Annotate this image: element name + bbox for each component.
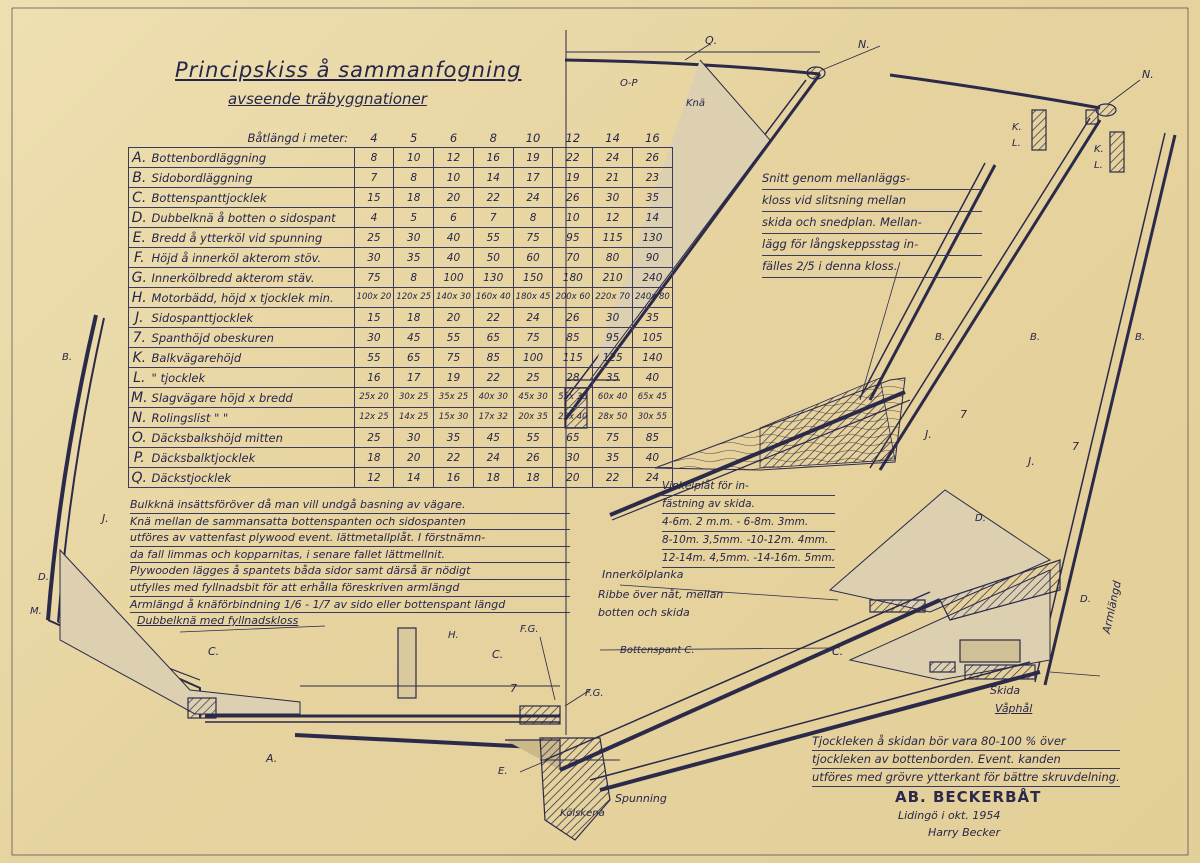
label-k-right: K.: [1094, 144, 1104, 155]
row-value: 10: [434, 168, 474, 188]
row-value: 100: [434, 268, 474, 288]
label-j-right: J.: [1028, 455, 1035, 468]
row-value: 140: [633, 348, 673, 368]
row-label: Sidospanttjocklek: [150, 308, 355, 328]
label-k-mid: K.: [1012, 122, 1022, 133]
row-value: 30: [394, 428, 434, 448]
row-value: 26: [553, 188, 593, 208]
row-value: 115: [593, 228, 633, 248]
row-value: 130: [633, 228, 673, 248]
angle-note-line: 4-6m. 2 m.m. - 6-8m. 3mm.: [662, 514, 835, 532]
row-value: 22: [593, 468, 633, 488]
length-header: 12: [553, 128, 593, 148]
row-value: 8: [354, 148, 394, 168]
row-value: 75: [354, 268, 394, 288]
table-row: [129, 148, 673, 168]
row-value: 18: [394, 308, 434, 328]
row-value: 90: [633, 248, 673, 268]
table-row: [129, 368, 673, 388]
row-value: 22: [473, 368, 513, 388]
row-value: 30: [593, 308, 633, 328]
label-b-mid: B.: [935, 332, 946, 343]
row-label: " tjocklek: [150, 368, 355, 388]
row-value: 14: [633, 208, 673, 228]
row-value: 160x 40: [473, 288, 513, 308]
row-value: 23x 40: [553, 408, 593, 428]
row-value: 18: [513, 468, 553, 488]
row-value: 24: [593, 148, 633, 168]
table-row: [129, 468, 673, 488]
row-value: 55: [513, 428, 553, 448]
section-note-line: Snitt genom mellanläggs-: [762, 168, 982, 190]
row-code: N.: [129, 408, 150, 428]
row-label: Sidobordläggning: [150, 168, 355, 188]
row-value: 28: [553, 368, 593, 388]
row-value: 30: [553, 448, 593, 468]
label-b-right: B.: [1030, 332, 1041, 343]
label-inner-keel-plank: Innerkölplanka: [602, 568, 684, 581]
label-fg-top: F.G.: [520, 624, 539, 635]
row-code: O.: [129, 428, 150, 448]
row-code: D.: [129, 208, 150, 228]
row-label: Slagvägare höjd x bredd: [150, 388, 355, 408]
row-value: 50: [473, 248, 513, 268]
row-label: Bottenspanttjocklek: [150, 188, 355, 208]
row-value: 95: [593, 328, 633, 348]
row-value: 12: [593, 208, 633, 228]
row-value: 180: [553, 268, 593, 288]
row-value: 75: [593, 428, 633, 448]
length-header: 5: [394, 128, 434, 148]
row-value: 25: [513, 368, 553, 388]
row-value: 12x 25: [354, 408, 394, 428]
label-l-right: L.: [1094, 160, 1103, 171]
row-value: 8: [513, 208, 553, 228]
row-value: 150: [513, 268, 553, 288]
signature: Harry Becker: [928, 826, 1001, 839]
row-value: 120x 25: [394, 288, 434, 308]
row-value: 22: [473, 188, 513, 208]
row-label: Höjd å innerköl akterom stöv.: [150, 248, 355, 268]
row-value: 8: [394, 268, 434, 288]
row-value: 35: [633, 188, 673, 208]
row-value: 26: [553, 308, 593, 328]
table-row: [129, 228, 673, 248]
section-note-line: lägg för långskeppsstag in-: [762, 234, 982, 256]
label-j-left: J.: [102, 512, 109, 525]
label-l-mid: L.: [1012, 138, 1021, 149]
row-value: 19: [513, 148, 553, 168]
label-c-right: C.: [832, 645, 844, 658]
table-row: [129, 168, 673, 188]
label-c-center: C.: [492, 648, 504, 661]
label-e: E.: [498, 766, 508, 777]
table-header-row: [129, 128, 673, 148]
row-value: 15: [354, 308, 394, 328]
drawing-subtitle: avseende träbyggnationer: [228, 90, 427, 108]
row-value: 180x 45: [513, 288, 553, 308]
row-value: 35x 25: [434, 388, 474, 408]
row-code: E.: [129, 228, 150, 248]
row-value: 6: [434, 208, 474, 228]
construction-notes: [130, 497, 570, 613]
thickness-note-line: tjockleken av bottenborden. Event. kanden: [812, 751, 1120, 769]
row-value: 14: [394, 468, 434, 488]
section-note-line: fälles 2/5 i denna kloss.: [762, 256, 982, 278]
label-m: M.: [30, 606, 42, 617]
row-value: 220x 70: [593, 288, 633, 308]
row-value: 15x 30: [434, 408, 474, 428]
row-value: 140x 30: [434, 288, 474, 308]
row-label: Däcksbalktjocklek: [150, 448, 355, 468]
place-date: Lidingö i okt. 1954: [898, 809, 1001, 822]
drawing-title: Principskiss å sammanfogning: [175, 58, 522, 82]
row-label: Innerkölbredd akterom stäv.: [150, 268, 355, 288]
row-value: 30: [394, 228, 434, 248]
row-value: 75: [434, 348, 474, 368]
length-header: 16: [633, 128, 673, 148]
row-value: 55: [434, 328, 474, 348]
row-code: B.: [129, 168, 150, 188]
row-value: 30: [354, 328, 394, 348]
length-header: 4: [354, 128, 394, 148]
row-label: Dubbelknä å botten o sidospant: [150, 208, 355, 228]
row-label: Motorbädd, höjd x tjocklek min.: [150, 288, 355, 308]
section-note-line: skida och snedplan. Mellan-: [762, 212, 982, 234]
note-line: da fall limmas och kopparnitas, i senare fallet lättmellnit.: [130, 547, 570, 564]
label-b-far-right: B.: [1135, 332, 1146, 343]
length-header: 6: [434, 128, 474, 148]
row-value: 18: [394, 188, 434, 208]
row-value: 10: [553, 208, 593, 228]
row-value: 40: [434, 228, 474, 248]
row-value: 24: [513, 308, 553, 328]
angle-note-line: 12-14m. 4,5mm. -14-16m. 5mm.: [662, 550, 835, 568]
note-line: Plywooden lägges å spantets båda sidor samt därså är nödigt: [130, 563, 570, 580]
row-value: 65: [394, 348, 434, 368]
label-c-left: C.: [208, 645, 220, 658]
row-value: 85: [553, 328, 593, 348]
row-value: 95: [553, 228, 593, 248]
row-value: 24: [473, 448, 513, 468]
label-double-knee: Dubbelknä med fyllnadskloss: [137, 614, 299, 627]
row-value: 75: [513, 328, 553, 348]
row-code: P.: [129, 448, 150, 468]
row-value: 23: [633, 168, 673, 188]
angle-plate-note: [662, 478, 835, 568]
row-value: 70: [553, 248, 593, 268]
row-code: L.: [129, 368, 150, 388]
note-line: utfylles med fyllnadsbit för att erhålla föreskriven armlängd: [130, 580, 570, 597]
table-row: [129, 428, 673, 448]
row-value: 35: [434, 428, 474, 448]
row-value: 85: [633, 428, 673, 448]
row-value: 20: [553, 468, 593, 488]
row-value: 17: [513, 168, 553, 188]
row-value: 4: [354, 208, 394, 228]
label-vaphal: Våphål: [995, 702, 1033, 715]
row-code: M.: [129, 388, 150, 408]
row-value: 75: [513, 228, 553, 248]
row-value: 7: [354, 168, 394, 188]
section-note: [762, 168, 982, 278]
label-7-right: 7: [1072, 440, 1079, 453]
row-code: K.: [129, 348, 150, 368]
row-value: 100x 20: [354, 288, 394, 308]
row-value: 35: [633, 308, 673, 328]
angle-note-line: Vinkelplåt för in-: [662, 478, 835, 496]
label-n-top: N.: [858, 38, 870, 51]
label-ribbe: Ribbe över nåt, mellan: [598, 588, 724, 601]
row-value: 40: [633, 448, 673, 468]
row-value: 7: [473, 208, 513, 228]
label-7-mid: 7: [960, 408, 967, 421]
row-value: 26: [513, 448, 553, 468]
table-row: [129, 408, 673, 428]
row-value: 10: [394, 148, 434, 168]
row-value: 240x 80: [633, 288, 673, 308]
label-arm-length: Armlängd: [1100, 579, 1124, 635]
table-row: [129, 328, 673, 348]
label-knee: Knä: [686, 98, 706, 109]
row-code: A.: [129, 148, 150, 168]
row-value: 105: [633, 328, 673, 348]
label-fg-bottom: F.G.: [585, 688, 604, 699]
label-skid: Skida: [990, 684, 1021, 697]
row-value: 8: [394, 168, 434, 188]
row-value: 16: [473, 148, 513, 168]
row-value: 16: [434, 468, 474, 488]
row-value: 25: [354, 428, 394, 448]
row-value: 130: [473, 268, 513, 288]
row-label: Bredd å ytterköl vid spunning: [150, 228, 355, 248]
angle-note-line: 8-10m. 3,5mm. -10-12m. 4mm.: [662, 532, 835, 550]
label-7-left: 7: [510, 682, 517, 695]
row-value: 16: [354, 368, 394, 388]
row-value: 17: [394, 368, 434, 388]
table-row: [129, 188, 673, 208]
row-value: 45: [394, 328, 434, 348]
row-value: 19: [553, 168, 593, 188]
row-value: 24: [513, 188, 553, 208]
table-row: [129, 388, 673, 408]
row-value: 35: [593, 368, 633, 388]
label-op: O-P: [620, 78, 638, 89]
company-name: AB. BECKERBÅT: [895, 788, 1042, 806]
note-line: Knä mellan de sammansatta bottenspanten och sidospanten: [130, 514, 570, 531]
dimensions-table: [128, 128, 673, 488]
label-b-left: B.: [62, 352, 73, 363]
row-label: Bottenbordläggning: [150, 148, 355, 168]
note-line: utföres av vattenfast plywood event. lättmetallplåt. I förstnämn-: [130, 530, 570, 547]
row-value: 65: [553, 428, 593, 448]
row-value: 28x 50: [593, 408, 633, 428]
row-value: 35: [394, 248, 434, 268]
table-row: [129, 288, 673, 308]
row-value: 22: [434, 448, 474, 468]
row-label: Balkvägarehöjd: [150, 348, 355, 368]
table-header-label: Båtlängd i meter:: [129, 128, 355, 148]
label-d-left: D.: [38, 572, 49, 583]
row-value: 125: [593, 348, 633, 368]
row-value: 21: [593, 168, 633, 188]
label-a: A.: [266, 752, 278, 765]
angle-note-line: fästning av skida.: [662, 496, 835, 514]
row-value: 100: [513, 348, 553, 368]
row-code: Q.: [129, 468, 150, 488]
row-value: 80: [593, 248, 633, 268]
row-value: 12: [434, 148, 474, 168]
row-value: 26: [633, 148, 673, 168]
row-value: 55: [354, 348, 394, 368]
table-row: [129, 308, 673, 328]
table-row: [129, 268, 673, 288]
row-label: Däcksbalkshöjd mitten: [150, 428, 355, 448]
row-value: 30x 55: [633, 408, 673, 428]
row-value: 20: [394, 448, 434, 468]
length-header: 8: [473, 128, 513, 148]
row-value: 14x 25: [394, 408, 434, 428]
thickness-note-line: utföres med grövre ytterkant för bättre skruvdelning.: [812, 769, 1120, 787]
length-header: 10: [513, 128, 553, 148]
length-header: 14: [593, 128, 633, 148]
row-value: 18: [473, 468, 513, 488]
row-value: 30: [593, 188, 633, 208]
row-value: 24: [633, 468, 673, 488]
row-value: 20: [434, 308, 474, 328]
row-value: 30x 25: [394, 388, 434, 408]
row-value: 40x 30: [473, 388, 513, 408]
label-keel-strip: Kölskena: [560, 808, 605, 819]
row-value: 22: [473, 308, 513, 328]
row-value: 12: [354, 468, 394, 488]
row-label: Spanthöjd obeskuren: [150, 328, 355, 348]
label-h: H.: [448, 630, 459, 641]
row-value: 115: [553, 348, 593, 368]
label-d-mid: D.: [975, 513, 986, 524]
row-label: Rolingslist " ": [150, 408, 355, 428]
row-label: Däckstjocklek: [150, 468, 355, 488]
row-value: 14: [473, 168, 513, 188]
row-value: 25x 20: [354, 388, 394, 408]
row-code: F.: [129, 248, 150, 268]
thickness-note-line: Tjockleken å skidan bör vara 80-100 % över: [812, 733, 1120, 751]
row-value: 240: [633, 268, 673, 288]
label-d-right: D.: [1080, 594, 1091, 605]
row-value: 40: [434, 248, 474, 268]
row-value: 45: [473, 428, 513, 448]
row-value: 20x 35: [513, 408, 553, 428]
row-value: 40: [633, 368, 673, 388]
note-line: Bulkknä insättsföröver då man vill undgå basning av vägare.: [130, 497, 570, 514]
row-value: 35: [593, 448, 633, 468]
row-value: 60x 40: [593, 388, 633, 408]
row-value: 20: [434, 188, 474, 208]
row-value: 60: [513, 248, 553, 268]
row-value: 17x 32: [473, 408, 513, 428]
table-row: [129, 208, 673, 228]
row-value: 19: [434, 368, 474, 388]
note-line: Armlängd å knäförbindning 1/6 - 1/7 av sido eller bottenspant längd: [130, 597, 570, 614]
row-code: H.: [129, 288, 150, 308]
row-value: 18: [354, 448, 394, 468]
row-value: 25: [354, 228, 394, 248]
row-value: 210: [593, 268, 633, 288]
row-value: 200x 60: [553, 288, 593, 308]
row-code: J.: [129, 308, 150, 328]
label-q: Q.: [705, 34, 718, 47]
table-row: [129, 448, 673, 468]
row-value: 45x 30: [513, 388, 553, 408]
row-value: 22: [553, 148, 593, 168]
row-value: 5: [394, 208, 434, 228]
label-n-right: N.: [1142, 68, 1154, 81]
label-j-mid: J.: [925, 428, 932, 441]
label-rabbet: Spunning: [615, 792, 667, 805]
table-row: [129, 248, 673, 268]
thickness-note: [812, 733, 1120, 787]
row-value: 65: [473, 328, 513, 348]
row-value: 55x 35: [553, 388, 593, 408]
label-bottom-frame: Bottenspant C.: [620, 645, 695, 656]
section-note-line: kloss vid slitsning mellan: [762, 190, 982, 212]
row-value: 55: [473, 228, 513, 248]
label-bottom-skid: botten och skida: [598, 606, 690, 619]
row-value: 30: [354, 248, 394, 268]
row-value: 65x 45: [633, 388, 673, 408]
table-row: [129, 348, 673, 368]
row-value: 85: [473, 348, 513, 368]
row-value: 15: [354, 188, 394, 208]
row-code: G.: [129, 268, 150, 288]
row-code: C.: [129, 188, 150, 208]
row-code: 7.: [129, 328, 150, 348]
